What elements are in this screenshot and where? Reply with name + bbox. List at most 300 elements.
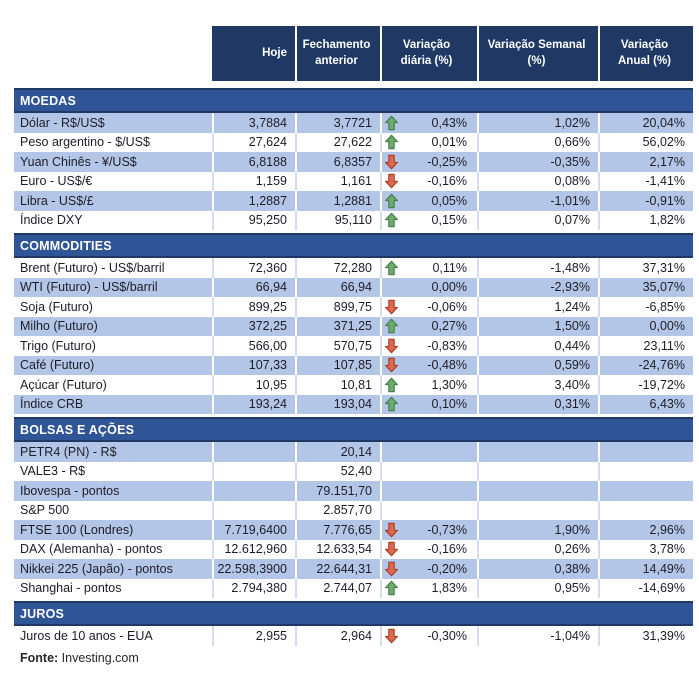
down-arrow-icon [385, 154, 398, 169]
hoje-cell [212, 559, 295, 579]
fechamento-anterior-cell [295, 172, 380, 192]
variacao-semanal-cell [477, 356, 598, 376]
down-arrow-icon [385, 174, 398, 189]
variacao-semanal-cell [477, 579, 598, 599]
fechamento-anterior-cell-text: 27,622 [333, 135, 372, 150]
variacao-diaria-cell-text: -0,16% [427, 542, 467, 557]
fechamento-anterior-cell [295, 520, 380, 540]
up-arrow-icon [385, 213, 398, 228]
label-cell-text: FTSE 100 (Londres) [20, 522, 134, 537]
variacao-semanal-cell [477, 520, 598, 540]
table-row [14, 559, 693, 579]
variacao-diaria-cell [380, 520, 477, 540]
fechamento-anterior-cell [295, 501, 380, 521]
header-label-spacer [14, 26, 212, 81]
variacao-semanal-cell-text: 0,38% [554, 561, 590, 576]
hoje-cell-text: 2,955 [255, 628, 287, 643]
label-cell [14, 579, 212, 599]
variacao-anual-cell [598, 211, 693, 231]
fechamento-anterior-cell-text: 107,85 [333, 358, 372, 373]
fechamento-anterior-cell-text: 79.151,70 [316, 483, 372, 498]
fechamento-anterior-cell-text: 72,280 [333, 260, 372, 275]
hoje-cell [212, 317, 295, 337]
variacao-diaria-cell [380, 172, 477, 192]
table-row [14, 462, 693, 482]
hoje-cell [212, 152, 295, 172]
variacao-semanal-cell [477, 395, 598, 415]
variacao-diaria-cell-text: 0,01% [431, 135, 467, 150]
source-label: Fonte: [20, 650, 59, 665]
header-gap [14, 81, 693, 85]
table-row [14, 520, 693, 540]
variacao-diaria-cell [380, 336, 477, 356]
variacao-diaria-cell-text: -0,25% [427, 154, 467, 169]
fechamento-anterior-cell-text: 10,81 [340, 377, 372, 392]
section-header-juros: JUROS [14, 601, 693, 626]
variacao-diaria-cell [380, 317, 477, 337]
label-cell-text: Peso argentino - $/US$ [20, 135, 150, 150]
label-cell [14, 626, 212, 646]
variacao-semanal-cell-text: -1,48% [550, 260, 590, 275]
variacao-semanal-cell-text: 1,02% [554, 115, 590, 130]
hoje-cell-text: 2.794,380 [231, 581, 287, 596]
label-cell [14, 113, 212, 133]
hoje-cell [212, 211, 295, 231]
table-row [14, 395, 693, 415]
hoje-cell-text: 372,25 [248, 319, 287, 334]
fechamento-anterior-cell-text: 2.744,07 [323, 581, 372, 596]
table-row [14, 356, 693, 376]
variacao-anual-cell [598, 336, 693, 356]
variacao-anual-cell [598, 375, 693, 395]
variacao-anual-cell [598, 626, 693, 646]
label-cell [14, 133, 212, 153]
hoje-cell-text: 107,33 [248, 358, 287, 373]
label-cell-text: S&P 500 [20, 503, 70, 518]
label-cell [14, 481, 212, 501]
source-note [14, 651, 693, 665]
table-row [14, 152, 693, 172]
fechamento-anterior-cell [295, 113, 380, 133]
variacao-semanal-cell [477, 481, 598, 501]
label-cell [14, 297, 212, 317]
up-arrow-icon [385, 115, 398, 130]
variacao-anual-cell-text: 6,43% [649, 397, 685, 412]
variacao-diaria-cell-text: 0,15% [431, 213, 467, 228]
variacao-semanal-cell-text: -0,35% [550, 154, 590, 169]
variacao-diaria-cell [380, 481, 477, 501]
fechamento-anterior-cell [295, 442, 380, 462]
label-cell [14, 278, 212, 298]
variacao-anual-cell-text: -0,91% [645, 193, 685, 208]
source-value: Investing.com [61, 650, 139, 665]
column-header-variacao-anual: Variação Anual (%) [598, 26, 693, 81]
variacao-anual-cell [598, 152, 693, 172]
label-cell [14, 191, 212, 211]
hoje-cell-text: 899,25 [248, 299, 287, 314]
variacao-anual-cell-text: 0,00% [649, 319, 685, 334]
variacao-semanal-cell [477, 172, 598, 192]
hoje-cell [212, 626, 295, 646]
variacao-anual-cell [598, 278, 693, 298]
variacao-diaria-cell [380, 442, 477, 462]
variacao-diaria-cell-text: 0,43% [431, 115, 467, 130]
variacao-semanal-cell-text: 1,90% [554, 522, 590, 537]
variacao-anual-cell [598, 395, 693, 415]
variacao-semanal-cell [477, 297, 598, 317]
hoje-cell-text: 3,7884 [248, 115, 287, 130]
variacao-anual-cell [598, 462, 693, 482]
table-row [14, 501, 693, 521]
fechamento-anterior-cell [295, 481, 380, 501]
variacao-semanal-cell [477, 442, 598, 462]
variacao-diaria-cell-text: -0,83% [427, 338, 467, 353]
variacao-anual-cell [598, 172, 693, 192]
fechamento-anterior-cell-text: 2,964 [340, 628, 372, 643]
hoje-cell [212, 462, 295, 482]
fechamento-anterior-cell [295, 375, 380, 395]
hoje-cell [212, 191, 295, 211]
label-cell [14, 442, 212, 462]
label-cell [14, 501, 212, 521]
label-cell [14, 462, 212, 482]
label-cell-text: Nikkei 225 (Japão) - pontos [20, 561, 173, 576]
hoje-cell [212, 442, 295, 462]
hoje-cell [212, 540, 295, 560]
hoje-cell [212, 395, 295, 415]
hoje-cell [212, 375, 295, 395]
table-row [14, 317, 693, 337]
variacao-diaria-cell [380, 540, 477, 560]
label-cell [14, 258, 212, 278]
label-cell-text: Café (Futuro) [20, 358, 95, 373]
variacao-semanal-cell-text: 0,08% [554, 174, 590, 189]
label-cell-text: PETR4 (PN) - R$ [20, 444, 117, 459]
label-cell [14, 375, 212, 395]
fechamento-anterior-cell [295, 191, 380, 211]
fechamento-anterior-cell [295, 579, 380, 599]
variacao-semanal-cell-text: 1,50% [554, 319, 590, 334]
fechamento-anterior-cell-text: 570,75 [333, 338, 372, 353]
variacao-anual-cell [598, 540, 693, 560]
up-arrow-icon [385, 260, 398, 275]
variacao-anual-cell-text: 23,11% [643, 338, 685, 353]
variacao-anual-cell-text: 14,49% [642, 561, 685, 576]
hoje-cell [212, 501, 295, 521]
down-arrow-icon [385, 561, 398, 576]
variacao-diaria-cell [380, 113, 477, 133]
variacao-diaria-cell [380, 559, 477, 579]
section-header-commodities: COMMODITIES [14, 233, 693, 258]
variacao-semanal-cell-text: -2,93% [550, 280, 590, 295]
down-arrow-icon [385, 522, 398, 537]
fechamento-anterior-cell-text: 20,14 [340, 444, 372, 459]
label-cell-text: Libra - US$/£ [20, 193, 94, 208]
variacao-diaria-cell-text: 0,27% [431, 319, 467, 334]
hoje-cell-text: 72,360 [248, 260, 287, 275]
variacao-diaria-cell [380, 278, 477, 298]
table-row [14, 579, 693, 599]
variacao-anual-cell [598, 191, 693, 211]
hoje-cell-text: 1,159 [255, 174, 287, 189]
label-cell-text: Milho (Futuro) [20, 319, 98, 334]
down-arrow-icon [385, 299, 398, 314]
label-cell [14, 336, 212, 356]
label-cell-text: Euro - US$/€ [20, 174, 93, 189]
variacao-anual-cell-text: 35,07% [642, 280, 685, 295]
fechamento-anterior-cell [295, 540, 380, 560]
hoje-cell [212, 520, 295, 540]
fechamento-anterior-cell-text: 3,7721 [333, 115, 372, 130]
fechamento-anterior-cell-text: 6,8357 [333, 154, 372, 169]
fechamento-anterior-cell-text: 95,110 [334, 213, 372, 228]
variacao-semanal-cell-text: -1,04% [550, 628, 590, 643]
variacao-semanal-cell [477, 211, 598, 231]
label-cell-text: Shanghai - pontos [20, 581, 122, 596]
variacao-semanal-cell [477, 626, 598, 646]
variacao-anual-cell [598, 297, 693, 317]
variacao-anual-cell [598, 579, 693, 599]
table-row [14, 191, 693, 211]
variacao-diaria-cell [380, 133, 477, 153]
variacao-anual-cell-text: 56,02% [642, 135, 685, 150]
variacao-diaria-cell [380, 395, 477, 415]
table-row [14, 297, 693, 317]
up-arrow-icon [385, 397, 398, 412]
section-header-bolsas-e-acoes: BOLSAS E AÇÕES [14, 417, 693, 442]
table-row [14, 375, 693, 395]
label-cell-text: Soja (Futuro) [20, 299, 93, 314]
fechamento-anterior-cell [295, 211, 380, 231]
label-cell [14, 356, 212, 376]
fechamento-anterior-cell [295, 395, 380, 415]
variacao-diaria-cell-text: -0,16% [427, 174, 467, 189]
table-row [14, 278, 693, 298]
variacao-semanal-cell [477, 113, 598, 133]
variacao-semanal-cell-text: 0,59% [554, 358, 590, 373]
label-cell-text: VALE3 - R$ [20, 464, 86, 479]
fechamento-anterior-cell-text: 12.633,54 [316, 542, 372, 557]
variacao-diaria-cell-text: 0,00% [431, 280, 467, 295]
variacao-semanal-cell [477, 462, 598, 482]
hoje-cell-text: 1,2887 [248, 193, 287, 208]
table-row [14, 172, 693, 192]
fechamento-anterior-cell-text: 7.776,65 [323, 522, 372, 537]
table-sections [14, 88, 693, 646]
variacao-anual-cell-text: 2,17% [649, 154, 685, 169]
label-cell-text: Yuan Chinês - ¥/US$ [20, 154, 137, 169]
fechamento-anterior-cell [295, 626, 380, 646]
variacao-anual-cell [598, 317, 693, 337]
variacao-diaria-cell-text: -0,48% [427, 358, 467, 373]
variacao-diaria-cell [380, 258, 477, 278]
fechamento-anterior-cell [295, 462, 380, 482]
table-row [14, 113, 693, 133]
fechamento-anterior-cell-text: 899,75 [333, 299, 372, 314]
table-row [14, 133, 693, 153]
hoje-cell-text: 7.719,6400 [224, 522, 287, 537]
table-row [14, 336, 693, 356]
fechamento-anterior-cell-text: 1,161 [340, 174, 372, 189]
variacao-semanal-cell [477, 278, 598, 298]
label-cell-text: Juros de 10 anos - EUA [20, 628, 153, 643]
hoje-cell [212, 336, 295, 356]
label-cell-text: Açúcar (Futuro) [20, 377, 107, 392]
variacao-semanal-cell [477, 336, 598, 356]
hoje-cell-text: 12.612,960 [224, 542, 287, 557]
variacao-diaria-cell [380, 356, 477, 376]
hoje-cell-text: 10,95 [255, 377, 287, 392]
up-arrow-icon [385, 581, 398, 596]
label-cell [14, 520, 212, 540]
fechamento-anterior-cell-text: 371,25 [333, 319, 372, 334]
column-header-variacao-semanal: Variação Semanal (%) [477, 26, 598, 81]
fechamento-anterior-cell-text: 66,94 [340, 280, 372, 295]
section-header-moedas: MOEDAS [14, 88, 693, 113]
variacao-semanal-cell [477, 258, 598, 278]
label-cell-text: Ibovespa - pontos [20, 483, 120, 498]
fechamento-anterior-cell-text: 2.857,70 [323, 503, 372, 518]
fechamento-anterior-cell [295, 356, 380, 376]
variacao-semanal-cell-text: 0,31% [554, 397, 590, 412]
hoje-cell [212, 278, 295, 298]
up-arrow-icon [385, 135, 398, 150]
variacao-anual-cell-text: 2,96% [649, 522, 685, 537]
label-cell [14, 211, 212, 231]
label-cell-text: DAX (Alemanha) - pontos [20, 542, 163, 557]
variacao-semanal-cell [477, 133, 598, 153]
variacao-diaria-cell [380, 501, 477, 521]
variacao-diaria-cell-text: -0,20% [427, 561, 467, 576]
fechamento-anterior-cell [295, 317, 380, 337]
table-row [14, 442, 693, 462]
hoje-cell [212, 579, 295, 599]
hoje-cell-text: 66,94 [255, 280, 287, 295]
label-cell [14, 172, 212, 192]
hoje-cell [212, 113, 295, 133]
variacao-semanal-cell [477, 375, 598, 395]
variacao-diaria-cell-text: -0,30% [427, 628, 467, 643]
table-row [14, 258, 693, 278]
variacao-diaria-cell-text: 0,11% [432, 260, 467, 275]
variacao-diaria-cell [380, 191, 477, 211]
variacao-anual-cell [598, 520, 693, 540]
variacao-semanal-cell [477, 559, 598, 579]
variacao-anual-cell [598, 442, 693, 462]
hoje-cell-text: 6,8188 [248, 154, 287, 169]
variacao-diaria-cell-text: 0,10% [431, 397, 467, 412]
variacao-semanal-cell [477, 501, 598, 521]
variacao-semanal-cell [477, 152, 598, 172]
variacao-diaria-cell [380, 211, 477, 231]
column-header-variacao-diaria: Variação diária (%) [380, 26, 477, 81]
variacao-anual-cell [598, 258, 693, 278]
variacao-anual-cell-text: -24,76% [638, 358, 685, 373]
variacao-anual-cell-text: -19,72% [638, 377, 685, 392]
variacao-diaria-cell-text: -0,06% [427, 299, 467, 314]
variacao-diaria-cell [380, 152, 477, 172]
variacao-diaria-cell [380, 462, 477, 482]
label-cell-text: Índice DXY [20, 213, 83, 228]
label-cell-text: Brent (Futuro) - US$/barril [20, 260, 165, 275]
column-header-hoje: Hoje [212, 26, 295, 81]
hoje-cell [212, 258, 295, 278]
variacao-semanal-cell-text: 0,26% [554, 542, 590, 557]
variacao-semanal-cell-text: 1,24% [554, 299, 590, 314]
hoje-cell-text: 95,250 [248, 213, 287, 228]
fechamento-anterior-cell-text: 52,40 [340, 464, 372, 479]
down-arrow-icon [385, 542, 398, 557]
variacao-semanal-cell-text: -1,01% [550, 193, 590, 208]
table-row [14, 540, 693, 560]
fechamento-anterior-cell [295, 336, 380, 356]
fechamento-anterior-cell [295, 559, 380, 579]
variacao-semanal-cell-text: 0,44% [554, 338, 590, 353]
fechamento-anterior-cell [295, 258, 380, 278]
up-arrow-icon [385, 319, 398, 334]
variacao-anual-cell [598, 501, 693, 521]
variacao-diaria-cell [380, 626, 477, 646]
variacao-anual-cell-text: 1,82% [649, 213, 685, 228]
variacao-anual-cell [598, 481, 693, 501]
table-row [14, 626, 693, 646]
variacao-anual-cell-text: -1,41% [645, 174, 685, 189]
down-arrow-icon [385, 358, 398, 373]
label-cell [14, 152, 212, 172]
variacao-anual-cell [598, 559, 693, 579]
fechamento-anterior-cell [295, 133, 380, 153]
variacao-diaria-cell-text: 0,05% [431, 193, 467, 208]
variacao-diaria-cell-text: 1,30% [431, 377, 467, 392]
label-cell-text: Dólar - R$/US$ [20, 115, 105, 130]
fechamento-anterior-cell-text: 193,04 [333, 397, 372, 412]
hoje-cell [212, 481, 295, 501]
variacao-anual-cell [598, 356, 693, 376]
hoje-cell-text: 27,624 [248, 135, 287, 150]
label-cell [14, 395, 212, 415]
variacao-anual-cell-text: -6,85% [645, 299, 685, 314]
fechamento-anterior-cell [295, 152, 380, 172]
table-header-row [14, 26, 693, 81]
hoje-cell-text: 22.598,3900 [217, 561, 287, 576]
variacao-semanal-cell [477, 317, 598, 337]
table-row [14, 481, 693, 501]
label-cell-text: Índice CRB [20, 397, 84, 412]
hoje-cell [212, 356, 295, 376]
variacao-semanal-cell-text: 0,07% [554, 213, 590, 228]
variacao-anual-cell-text: 37,31% [642, 260, 685, 275]
variacao-semanal-cell [477, 191, 598, 211]
variacao-diaria-cell-text: -0,73% [427, 522, 467, 537]
variacao-diaria-cell-text: 1,83% [431, 581, 467, 596]
variacao-anual-cell [598, 113, 693, 133]
variacao-diaria-cell [380, 375, 477, 395]
fechamento-anterior-cell [295, 297, 380, 317]
up-arrow-icon [385, 377, 398, 392]
column-header-fechamento-anterior: Fechamento anterior [295, 26, 380, 81]
label-cell-text: WTI (Futuro) - US$/barril [20, 280, 158, 295]
fechamento-anterior-cell [295, 278, 380, 298]
variacao-anual-cell-text: 20,04% [642, 115, 685, 130]
variacao-anual-cell-text: -14,69% [638, 581, 685, 596]
hoje-cell-text: 193,24 [248, 397, 287, 412]
hoje-cell-text: 566,00 [248, 338, 287, 353]
variacao-semanal-cell-text: 3,40% [554, 377, 590, 392]
label-cell [14, 317, 212, 337]
market-data-table [14, 26, 693, 665]
hoje-cell [212, 297, 295, 317]
variacao-semanal-cell-text: 0,66% [554, 135, 590, 150]
